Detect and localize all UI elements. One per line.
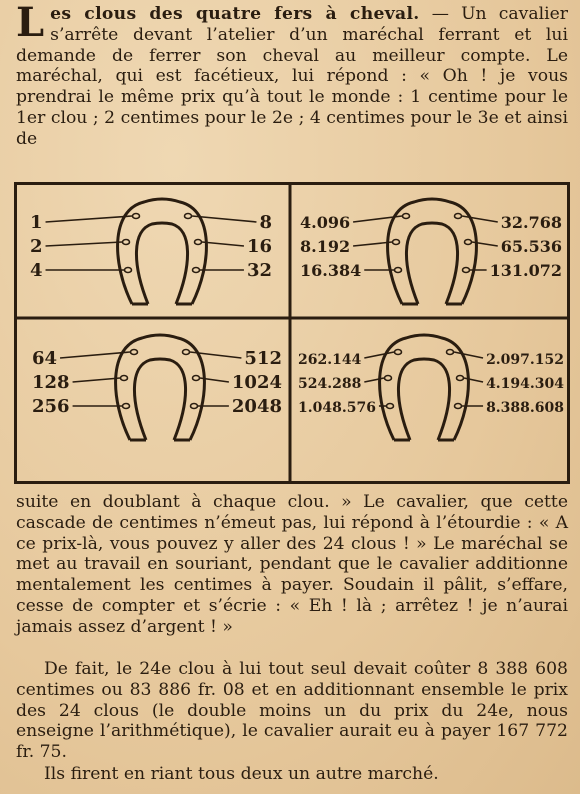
leader-line: [462, 216, 498, 222]
nail-hole-icon: [395, 268, 402, 273]
nail-price-right: 131.072: [489, 261, 562, 280]
nail-hole-icon: [393, 240, 400, 245]
nail-price-left: 8.192: [300, 237, 351, 256]
horseshoe-panel-4: [298, 335, 564, 440]
intro-paragraph: [16, 0, 568, 150]
nail-hole-icon: [123, 404, 130, 409]
nail-hole-icon: [465, 240, 472, 245]
horseshoe-outer-icon: [388, 199, 477, 304]
nail-price-right: 65.536: [500, 237, 562, 256]
nail-hole-icon: [395, 350, 402, 355]
nail-price-left: 4: [30, 260, 43, 281]
leader-line: [46, 242, 122, 246]
leader-line: [73, 378, 120, 382]
nail-hole-icon: [121, 376, 128, 381]
nail-hole-icon: [455, 404, 462, 409]
drop-cap: L: [16, 0, 45, 46]
leader-line: [46, 216, 132, 222]
explanation-paragraph: De fait, le 24e clou à lui tout seul devait coûter 8 388 608 centimes ou 83 886 fr. 08 et en additionnant ensemble le prix des 24 clous (le double moins un du prix du 24e, nous enseigne l’arithmétique), le cavalier aurait eu à payer 167 772 fr. 75.: [16, 659, 568, 763]
nail-price-right: 2048: [231, 396, 282, 417]
nail-price-left: 16.384: [300, 261, 362, 280]
horseshoe-outer-icon: [118, 199, 207, 304]
leader-line: [454, 352, 483, 358]
nail-hole-icon: [191, 404, 198, 409]
nail-price-left: 256: [32, 396, 70, 417]
leader-line: [353, 216, 402, 222]
nail-hole-icon: [185, 214, 192, 219]
horseshoe-panel-2: [300, 199, 562, 304]
horseshoe-inner-icon: [134, 359, 185, 440]
nail-price-left: 1: [30, 212, 43, 233]
horseshoe-outer-icon: [116, 335, 205, 440]
nail-hole-icon: [447, 350, 454, 355]
nail-hole-icon: [457, 376, 464, 381]
horseshoe-inner-icon: [406, 223, 457, 304]
horseshoe-outer-icon: [380, 335, 469, 440]
ending-paragraph: Ils firent en riant tous deux un autre marché.: [44, 764, 439, 784]
nail-price-right: 4.194.304: [486, 376, 564, 392]
horseshoe-panel-1: [30, 199, 272, 304]
nail-hole-icon: [463, 268, 470, 273]
article-heading: es clous des quatre fers à cheval.: [50, 4, 420, 24]
nail-hole-icon: [193, 376, 200, 381]
nail-price-right: 8: [259, 212, 272, 233]
nail-hole-icon: [455, 214, 462, 219]
horseshoe-panel-3: [32, 335, 282, 440]
nail-price-left: 64: [32, 348, 58, 369]
nail-price-left: 1.048.576: [298, 400, 376, 416]
figure-frame: [16, 184, 569, 483]
leader-line: [464, 378, 483, 382]
nail-hole-icon: [133, 214, 140, 219]
nail-price-right: 2.097.152: [486, 352, 564, 368]
nail-hole-icon: [387, 404, 394, 409]
nail-hole-icon: [123, 240, 130, 245]
continuation-paragraph: suite en doublant à chaque clou. » Le cavalier, que cette cascade de centimes n’émeut pas, lui répond à l’étourdie : « A ce prix-là, vous pouvez y aller des 24 clous ! » Le maréchal se met au travail en souriant, pendant que le cavalier additionne mentalement les centimes à payer. Soudain il pâlit, s’effare, cesse de compter et s’écrie : « Eh ! là ; arrêtez ! je n’aurai jamais assez d’argent ! »: [16, 492, 568, 637]
nail-price-right: 512: [244, 348, 282, 369]
nail-hole-icon: [385, 376, 392, 381]
nail-hole-icon: [131, 350, 138, 355]
nail-hole-icon: [125, 268, 132, 273]
nail-hole-icon: [195, 240, 202, 245]
leader-line: [202, 242, 244, 246]
nail-hole-icon: [403, 214, 410, 219]
nail-price-left: 2: [30, 236, 43, 257]
intro-text: Un cavalier s’arrête devant l’atelier d’un maréchal ferrant et lui demande de ferrer son cheval au meilleur compte. Le maréchal, qui est facétieux, lui répond : « Oh ! je vous prendrai le même prix qu’à tout le monde : 1 centime pour le 1er clou ; 2 centimes pour le 2e ; 4 centimes pour le 3e et ainsi de: [16, 4, 568, 149]
nail-price-right: 32.768: [500, 213, 562, 232]
nail-price-left: 4.096: [300, 213, 351, 232]
horseshoe-inner-icon: [398, 359, 449, 440]
nail-price-right: 16: [246, 236, 272, 257]
nail-hole-icon: [183, 350, 190, 355]
nail-price-right: 32: [246, 260, 272, 281]
horseshoe-figure: [14, 182, 570, 484]
nail-price-right: 1024: [231, 372, 282, 393]
nail-hole-icon: [193, 268, 200, 273]
horseshoe-inner-icon: [136, 223, 187, 304]
nail-price-right: 8.388.608: [486, 400, 564, 416]
nail-price-left: 128: [32, 372, 70, 393]
heading-dash: —: [419, 4, 462, 24]
nail-price-left: 524.288: [298, 376, 362, 392]
nail-price-left: 262.144: [298, 352, 362, 368]
leader-line: [364, 352, 394, 358]
